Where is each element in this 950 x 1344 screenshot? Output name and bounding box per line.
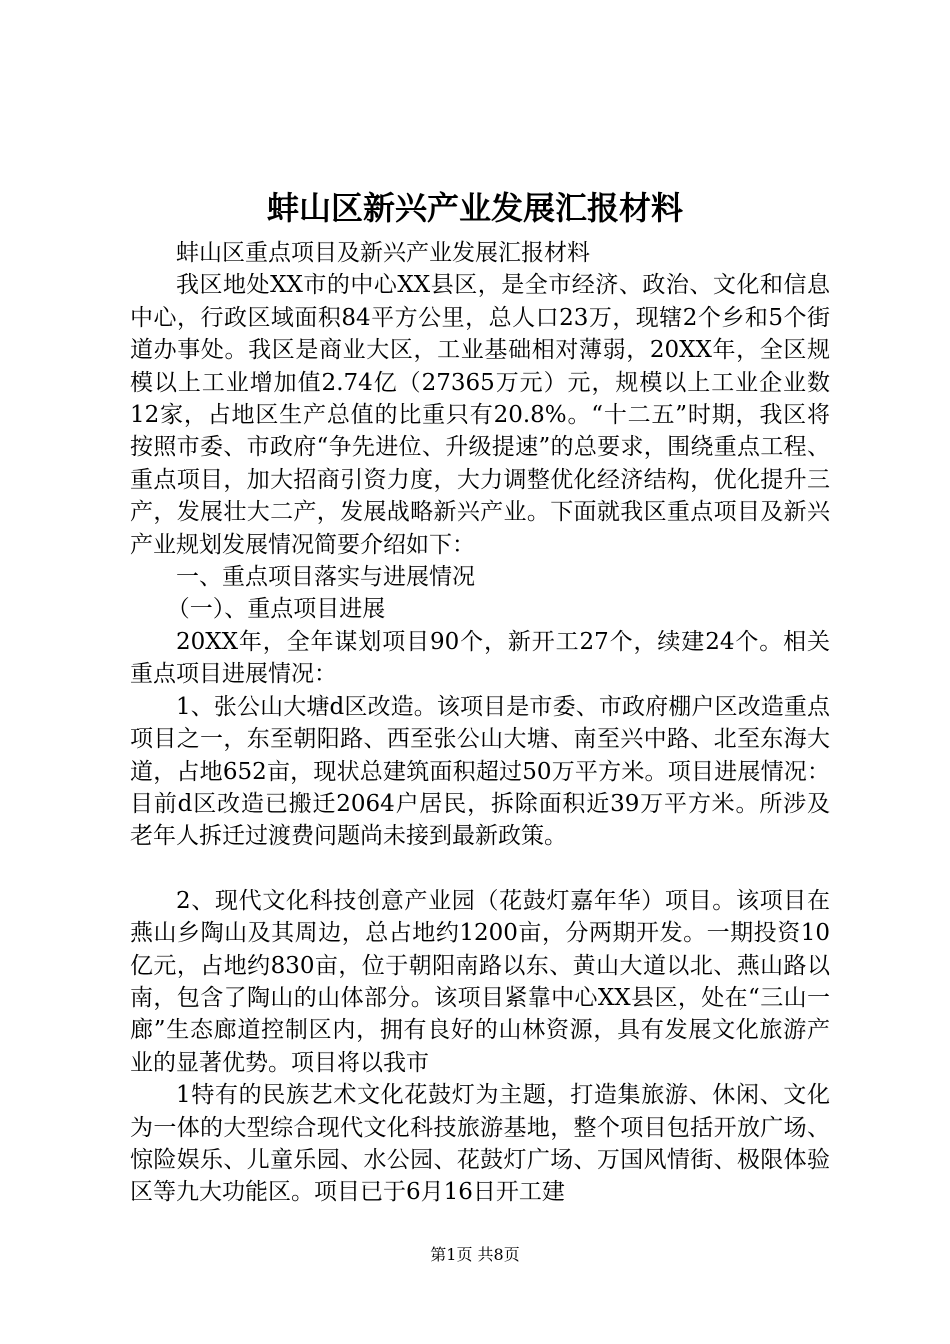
- paragraph-subtitle: 蚌山区重点项目及新兴产业发展汇报材料: [176, 240, 590, 266]
- paragraph-gap: [130, 853, 830, 885]
- paragraph-intro: 我区地处XX市的中心XX县区，是全市经济、政治、文化和信息中心，行政区域面积84平方公里，总人口23万，现辖2个乡和5个街道办事处。我区是商业大区，工业基础相对薄弱，20XX年，全区规模以上工业增加值2.74亿（27365万元）元，规模以上工业企业数12家，占地区生产总值的比重只有20.8%。“十二五”时期，我区将按照市委、市政府“争先进位、升级提速”的总要求，围绕重点工程、重点项目，加大招商引资力度，大力调整优化经济结构，优化提升三产，发展壮大二产，发展战略新兴产业。下面就我区重点项目及新兴产业规划发展情况简要介绍如下：: [130, 272, 830, 558]
- document-body: [130, 237, 830, 1209]
- paragraph-project-2: 2、现代文化科技创意产业园（花鼓灯嘉年华）项目。该项目在燕山乡陶山及其周边，总占地约1200亩，分两期开发。一期投资10亿元，占地约830亩，位于朝阳南路以东、黄山大道以北、燕山路以南，包含了陶山的山体部分。该项目紧靠中心XX县区，处在“三山一廊”生态廊道控制区内，拥有良好的山林资源，具有发展文化旅游产业的显著优势。项目将以我市: [130, 887, 830, 1076]
- paragraph-project-1: 1、张公山大塘d区改造。该项目是市委、市政府棚户区改造重点项目之一，东至朝阳路、西至张公山大塘、南至兴中路、北至东海大道，占地652亩，现状总建筑面积超过50万平方米。项目进展情况：目前d区改造已搬迁2064户居民，拆除面积近39万平方米。所涉及老年人拆迁过渡费问题尚未接到最新政策。: [130, 693, 830, 850]
- paragraph-project-2-continued: 1特有的民族艺术文化花鼓灯为主题，打造集旅游、休闲、文化为一体的大型综合现代文化科技旅游基地，整个项目包括开放广场、惊险娱乐、儿童乐园、水公园、花鼓灯广场、万国风情街、极限体验区等九大功能区。项目已于6月16日开工建: [130, 1082, 830, 1206]
- page-footer: 第1页 共8页: [430, 1245, 520, 1264]
- heading-subsection-1: （一）、重点项目进展: [166, 596, 386, 623]
- heading-section-1: 一、重点项目落实与进展情况: [176, 564, 475, 591]
- document-title: 蚌山区新兴产业发展汇报材料: [266, 189, 683, 227]
- paragraph-project-summary: 20XX年，全年谋划项目90个，新开工27个，续建24个。相关重点项目进展情况：: [130, 628, 830, 688]
